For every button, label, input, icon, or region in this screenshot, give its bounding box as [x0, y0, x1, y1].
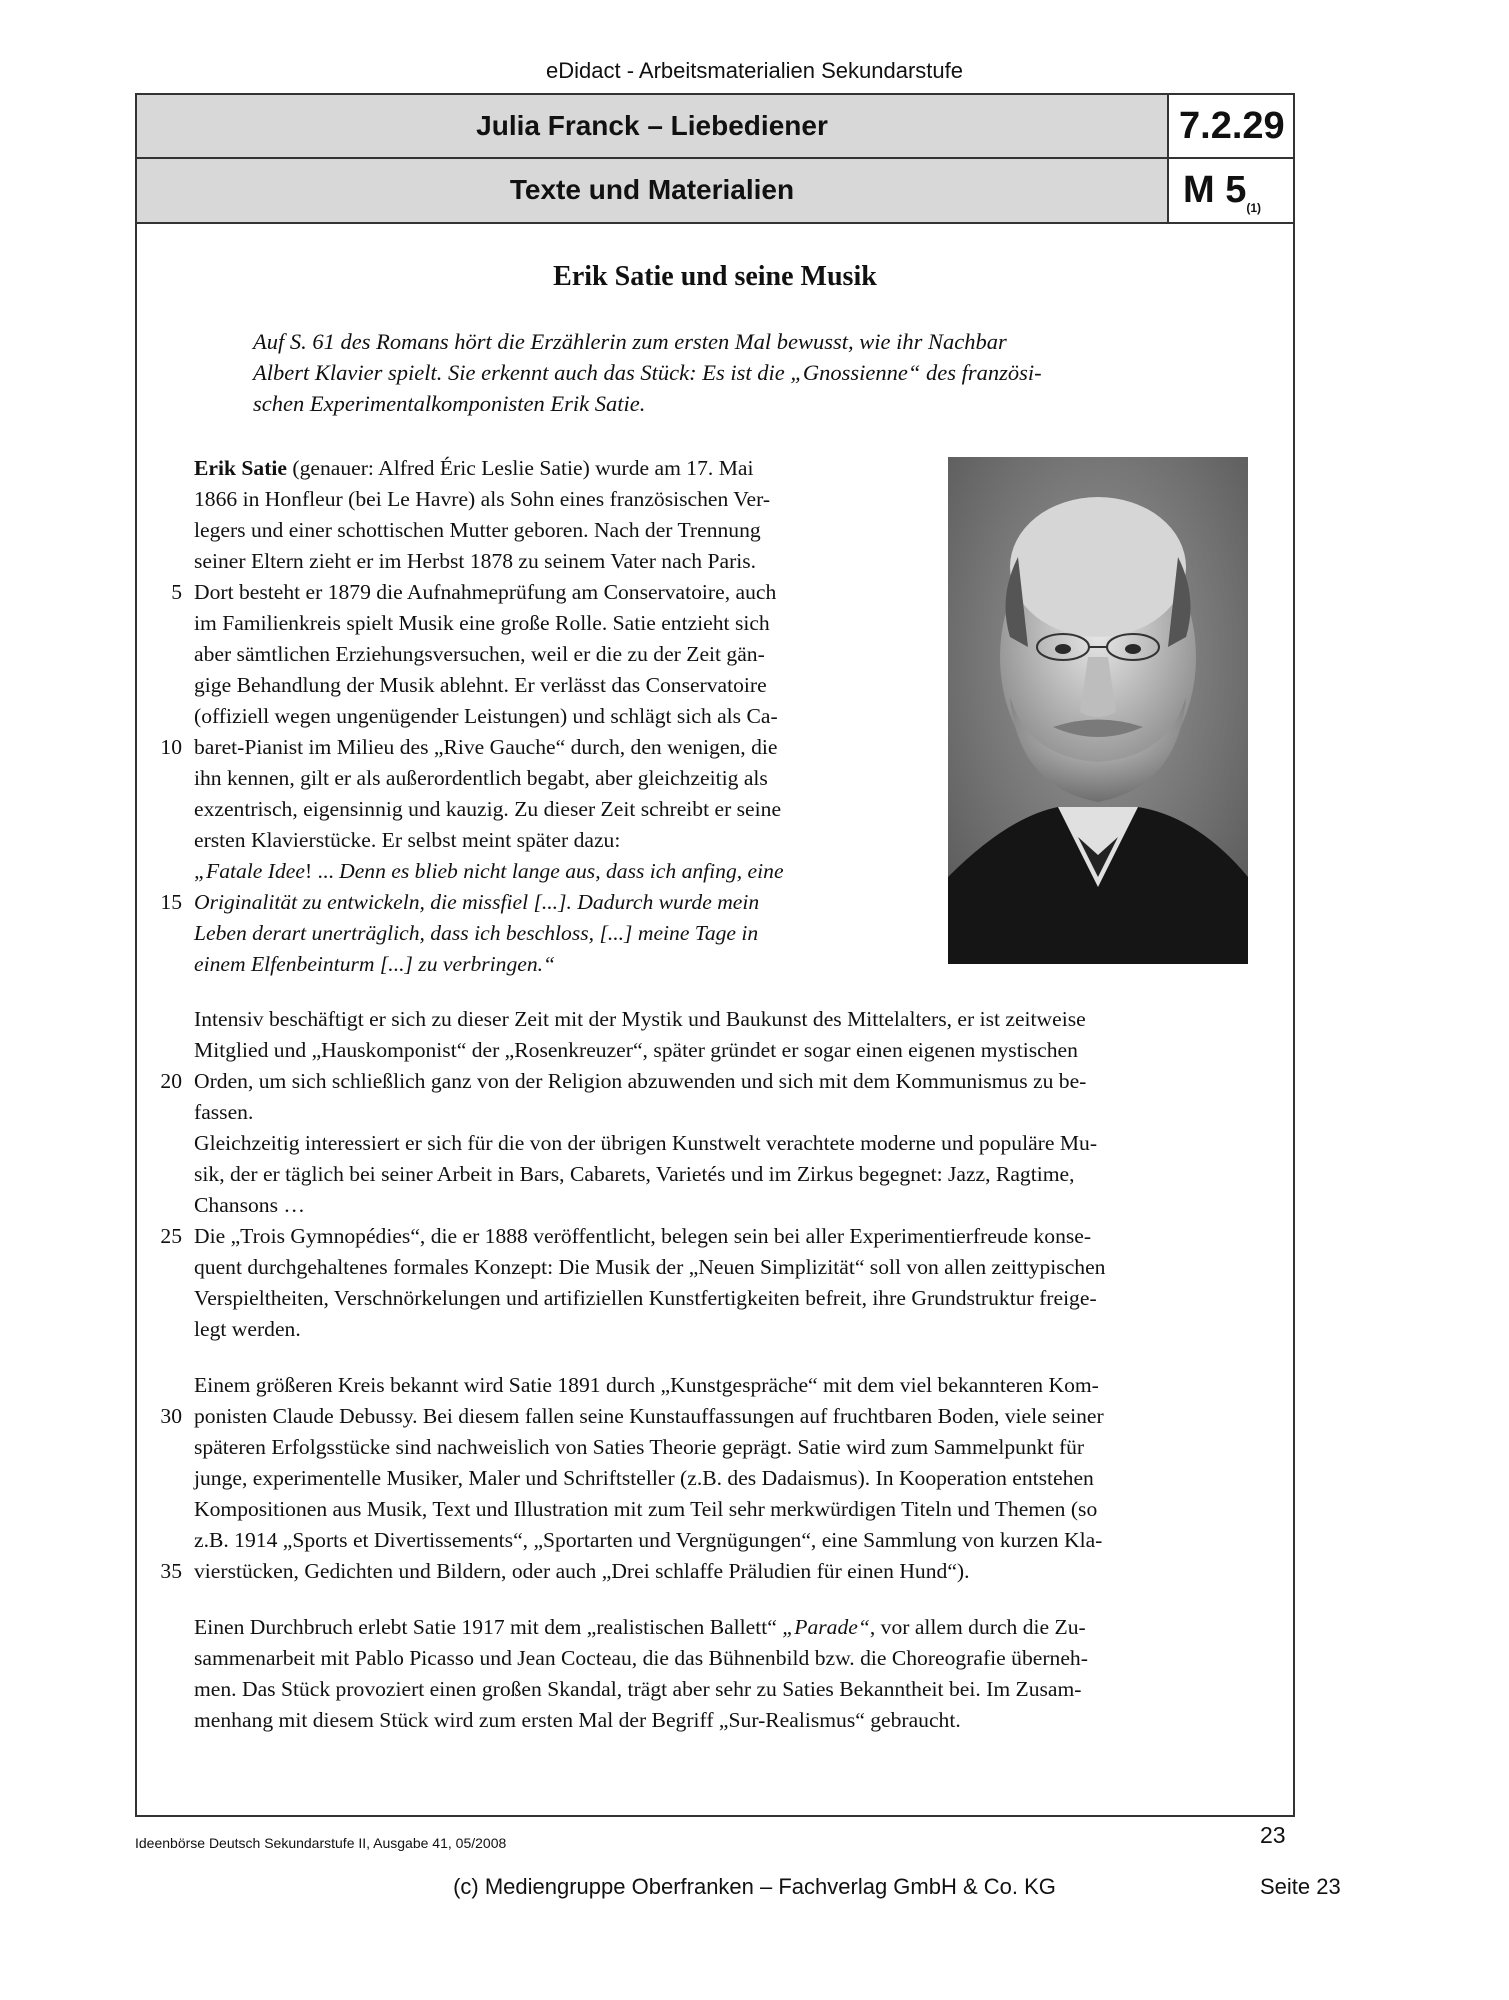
line-number: 30 — [160, 1404, 182, 1428]
block4-pre: Einen Durchbruch erlebt Satie 1917 mit dem „realistischen Ballett“ — [194, 1615, 783, 1639]
document-title: Erik Satie und seine Musik — [553, 261, 877, 292]
text-line: aber sämtlichen Erziehungsversuchen, weil er die zu der Zeit gän- — [194, 642, 765, 666]
site-header: eDidact - Arbeitsmaterialien Sekundarstufe — [546, 58, 963, 83]
quote-line: Originalität zu entwickeln, die missfiel [...]. Dadurch wurde mein — [194, 890, 760, 914]
intro-line: schen Experimentalkomponisten Erik Satie. — [253, 391, 646, 416]
text-line: Einem größeren Kreis bekannt wird Satie 1891 durch „Kunstgespräche“ mit dem viel bekannteren Kom- — [194, 1373, 1099, 1397]
text-line: Dort besteht er 1879 die Aufnahmeprüfung am Conservatoire, auch — [194, 580, 777, 604]
text-line: Chansons … — [194, 1193, 305, 1217]
text-line: men. Das Stück provoziert einen großen Skandal, trägt aber sehr zu Saties Bekanntheit bei. Im Zusam- — [194, 1677, 1082, 1701]
name-bold: Erik Satie — [194, 456, 287, 480]
line-number: 20 — [160, 1069, 182, 1093]
line-number: 25 — [160, 1224, 182, 1248]
text-line: ersten Klavierstücke. Er selbst meint später dazu: — [194, 828, 621, 852]
text-line: seiner Eltern zieht er im Herbst 1878 zu seinem Vater nach Paris. — [194, 549, 757, 573]
quote-line — [194, 856, 784, 887]
text-line: Intensiv beschäftigt er sich zu dieser Zeit mit der Mystik und Baukunst des Mittelalters, er ist zeitweise — [194, 1007, 1086, 1031]
text-line: z.B. 1914 „Sports et Divertissements“, „Sportarten und Vergnügungen“, eine Sammlung von kurzen Kla- — [194, 1528, 1103, 1552]
text-line: menhang mit diesem Stück wird zum ersten Mal der Begriff „Sur-Realismus“ gebraucht. — [194, 1708, 961, 1732]
section-number: 7.2.29 — [1167, 95, 1293, 157]
text-line: Gleichzeitig interessiert er sich für die von der übrigen Kunstwelt verachtete moderne und populäre Mu- — [194, 1131, 1098, 1155]
text-line: im Familienkreis spielt Musik eine große Rolle. Satie entzieht sich — [194, 611, 770, 635]
text-line: vierstücken, Gedichten und Bildern, oder auch „Drei schlaffe Präludien für einen Hund“). — [194, 1559, 970, 1583]
text-line: baret-Pianist im Milieu des „Rive Gauche“ durch, den wenigen, die — [194, 735, 778, 759]
intro-line: Albert Klavier spielt. Sie erkennt auch das Stück: Es ist die „Gnossienne“ des französi- — [253, 360, 1042, 385]
text-line: gige Behandlung der Musik ablehnt. Er verlässt das Conservatoire — [194, 673, 767, 697]
text-line: Orden, um sich schließlich ganz von der Religion abzuwenden und sich mit dem Kommunismus zu be- — [194, 1069, 1087, 1093]
block4-ital: „Parade“ — [782, 1615, 870, 1639]
text-line: fassen. — [194, 1100, 254, 1124]
worksheet-title: Julia Franck – Liebediener — [476, 110, 828, 141]
header-row-subtitle — [137, 159, 1293, 224]
line-number: 5 — [171, 580, 182, 604]
text-line: Kompositionen aus Musik, Text und Illustration mit zum Teil sehr merkwürdigen Titeln und Themen (so — [194, 1497, 1098, 1521]
worksheet-subtitle: Texte und Materialien — [509, 174, 795, 205]
text-line: Mitglied und „Hauskomponist“ der „Rosenkreuzer“, später gründet er sogar einen eigenen mystischen — [194, 1038, 1078, 1062]
footer-publication: Ideenbörse Deutsch Sekundarstufe II, Ausgabe 41, 05/2008 — [135, 1835, 507, 1851]
block4-post: , vor allem durch die Zu- — [869, 1615, 1086, 1639]
text-line: ihn kennen, gilt er als außerordentlich begabt, aber gleichzeitig als — [194, 766, 768, 790]
material-code — [1167, 159, 1293, 222]
quote-rest: Denn es blieb nicht lange aus, dass ich anfing, eine — [339, 859, 784, 883]
text-line: Verspieltheiten, Verschnörkelungen und artifiziellen Kunstfertigkeiten befreit, ihre Grundstruktur freige- — [194, 1286, 1097, 1310]
text-line: sik, der er täglich bei seiner Arbeit in Bars, Cabarets, Varietés und im Zirkus begegnet: Jazz, Ragtime, — [194, 1162, 1075, 1186]
text-line: späteren Erfolgsstücke sind nachweislich von Saties Theorie geprägt. Satie wird zum Sammelpunkt für — [194, 1435, 1085, 1459]
text-line: junge, experimentelle Musiker, Maler und Schriftsteller (z.B. des Dadaismus). In Kooperation entstehen — [194, 1466, 1094, 1490]
header-row-title — [137, 95, 1293, 159]
text-line: Die „Trois Gymnopédies“, die er 1888 veröffentlicht, belegen sein bei aller Experimentierfreude konse- — [194, 1224, 1092, 1248]
line-number: 35 — [160, 1559, 182, 1583]
material-code-label: M 5 — [1183, 169, 1247, 211]
quote-line: Leben derart unerträglich, dass ich beschloss, [...] meine Tage in — [194, 921, 759, 945]
text-line: ponisten Claude Debussy. Bei diesem fallen seine Kunstauffassungen auf fruchtbaren Boden, viele seiner — [194, 1404, 1104, 1428]
material-code-sub: (1) — [1246, 201, 1262, 215]
intro-line: Auf S. 61 des Romans hört die Erzählerin zum ersten Mal bewusst, wie ihr Nachbar — [253, 329, 1007, 354]
text-line: quent durchgehaltenes formales Konzept: Die Musik der „Neuen Simplizität“ soll von allen zeittypischen — [194, 1255, 1106, 1279]
text-line — [194, 1612, 1086, 1643]
quote-line: einem Elfenbeinturm [...] zu verbringen.“ — [194, 952, 556, 976]
text-line: legers und einer schottischen Mutter geboren. Nach der Trennung — [194, 518, 761, 542]
line-number: 10 — [160, 735, 182, 759]
quote-start: „Fatale Idee — [194, 859, 305, 883]
lead-rest: (genauer: Alfred Éric Leslie Satie) wurde am 17. Mai — [286, 456, 754, 480]
footer-copyright: (c) Mediengruppe Oberfranken – Fachverlag GmbH & Co. KG — [453, 1874, 1056, 1899]
text-line: 1866 in Honfleur (bei Le Havre) als Sohn eines französischen Ver- — [194, 487, 771, 511]
text-line: (offiziell wegen ungenügender Leistungen) und schlägt sich als Ca- — [194, 704, 778, 728]
intro-paragraph — [253, 326, 1163, 419]
erik-satie-portrait — [948, 457, 1248, 964]
line-number: 15 — [160, 890, 182, 914]
quote-mid: ! ... — [304, 859, 340, 883]
footer-page-number: 23 — [1260, 1822, 1286, 1848]
footer-page-label: Seite 23 — [1260, 1874, 1341, 1899]
text-line: sammenarbeit mit Pablo Picasso und Jean Cocteau, die das Bühnenbild bzw. die Choreografie überneh- — [194, 1646, 1088, 1670]
text-line: exzentrisch, eigensinnig und kauzig. Zu dieser Zeit schreibt er seine — [194, 797, 782, 821]
text-line: legt werden. — [194, 1317, 301, 1341]
text-line — [194, 453, 753, 484]
